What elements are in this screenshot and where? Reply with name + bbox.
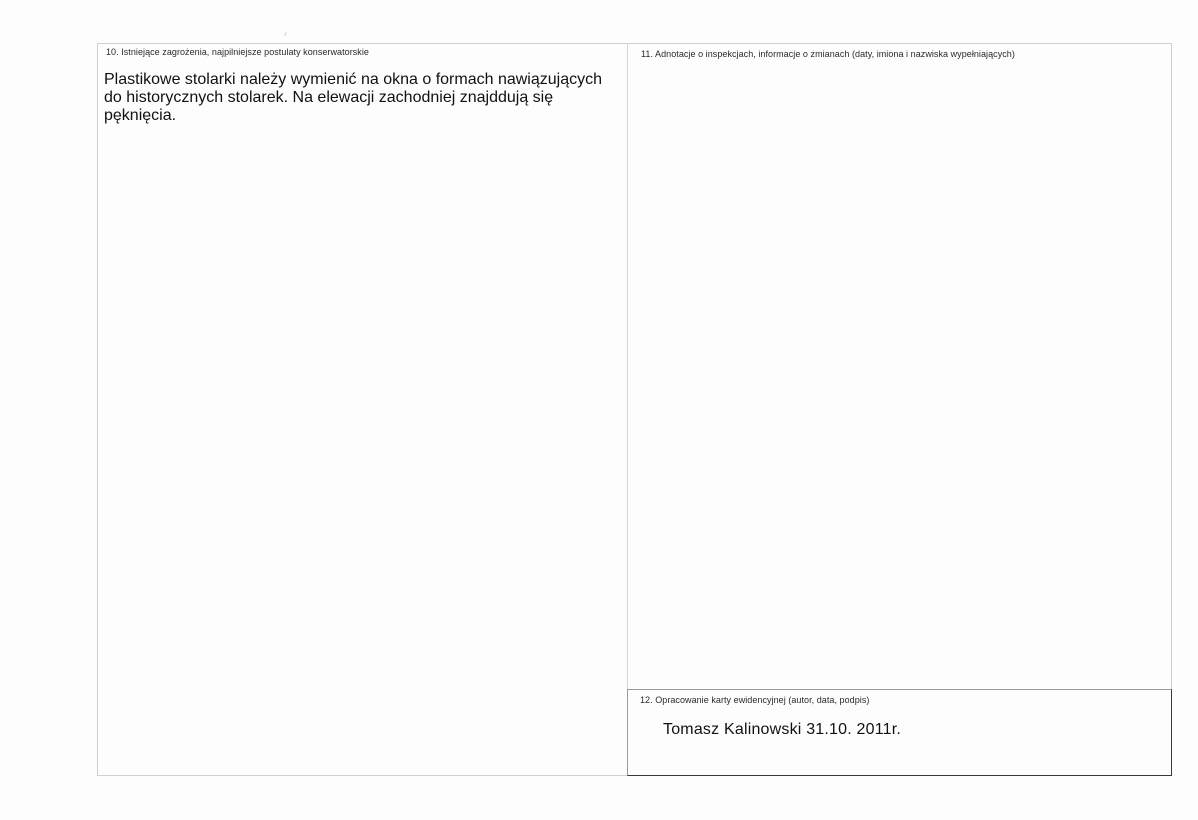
section-12-author-date: Tomasz Kalinowski 31.10. 2011r.: [663, 721, 902, 738]
section-12-label: 12. Opracowanie karty ewidencyjnej (autor, data, podpis): [640, 695, 870, 705]
section-11-label: 11. Adnotacje o inspekcjach, informacje o zmianach (daty, imiona i nazwiska wypełniających): [641, 49, 1015, 59]
section-12-cell: [627, 689, 1172, 776]
section-10-label: 10. Istniejące zagrożenia, najpilniejsze postulaty konserwatorskie: [106, 47, 369, 57]
scan-mark: [284, 32, 286, 36]
section-10-cell: [97, 43, 628, 776]
section-10-text: Plastikowe stolarki należy wymienić na okna o formach nawiązujących do historycznych stolarek. Na elewacji zachodniej znajddują się pęknięcia.: [104, 71, 602, 124]
section-11-cell: [628, 43, 1172, 689]
